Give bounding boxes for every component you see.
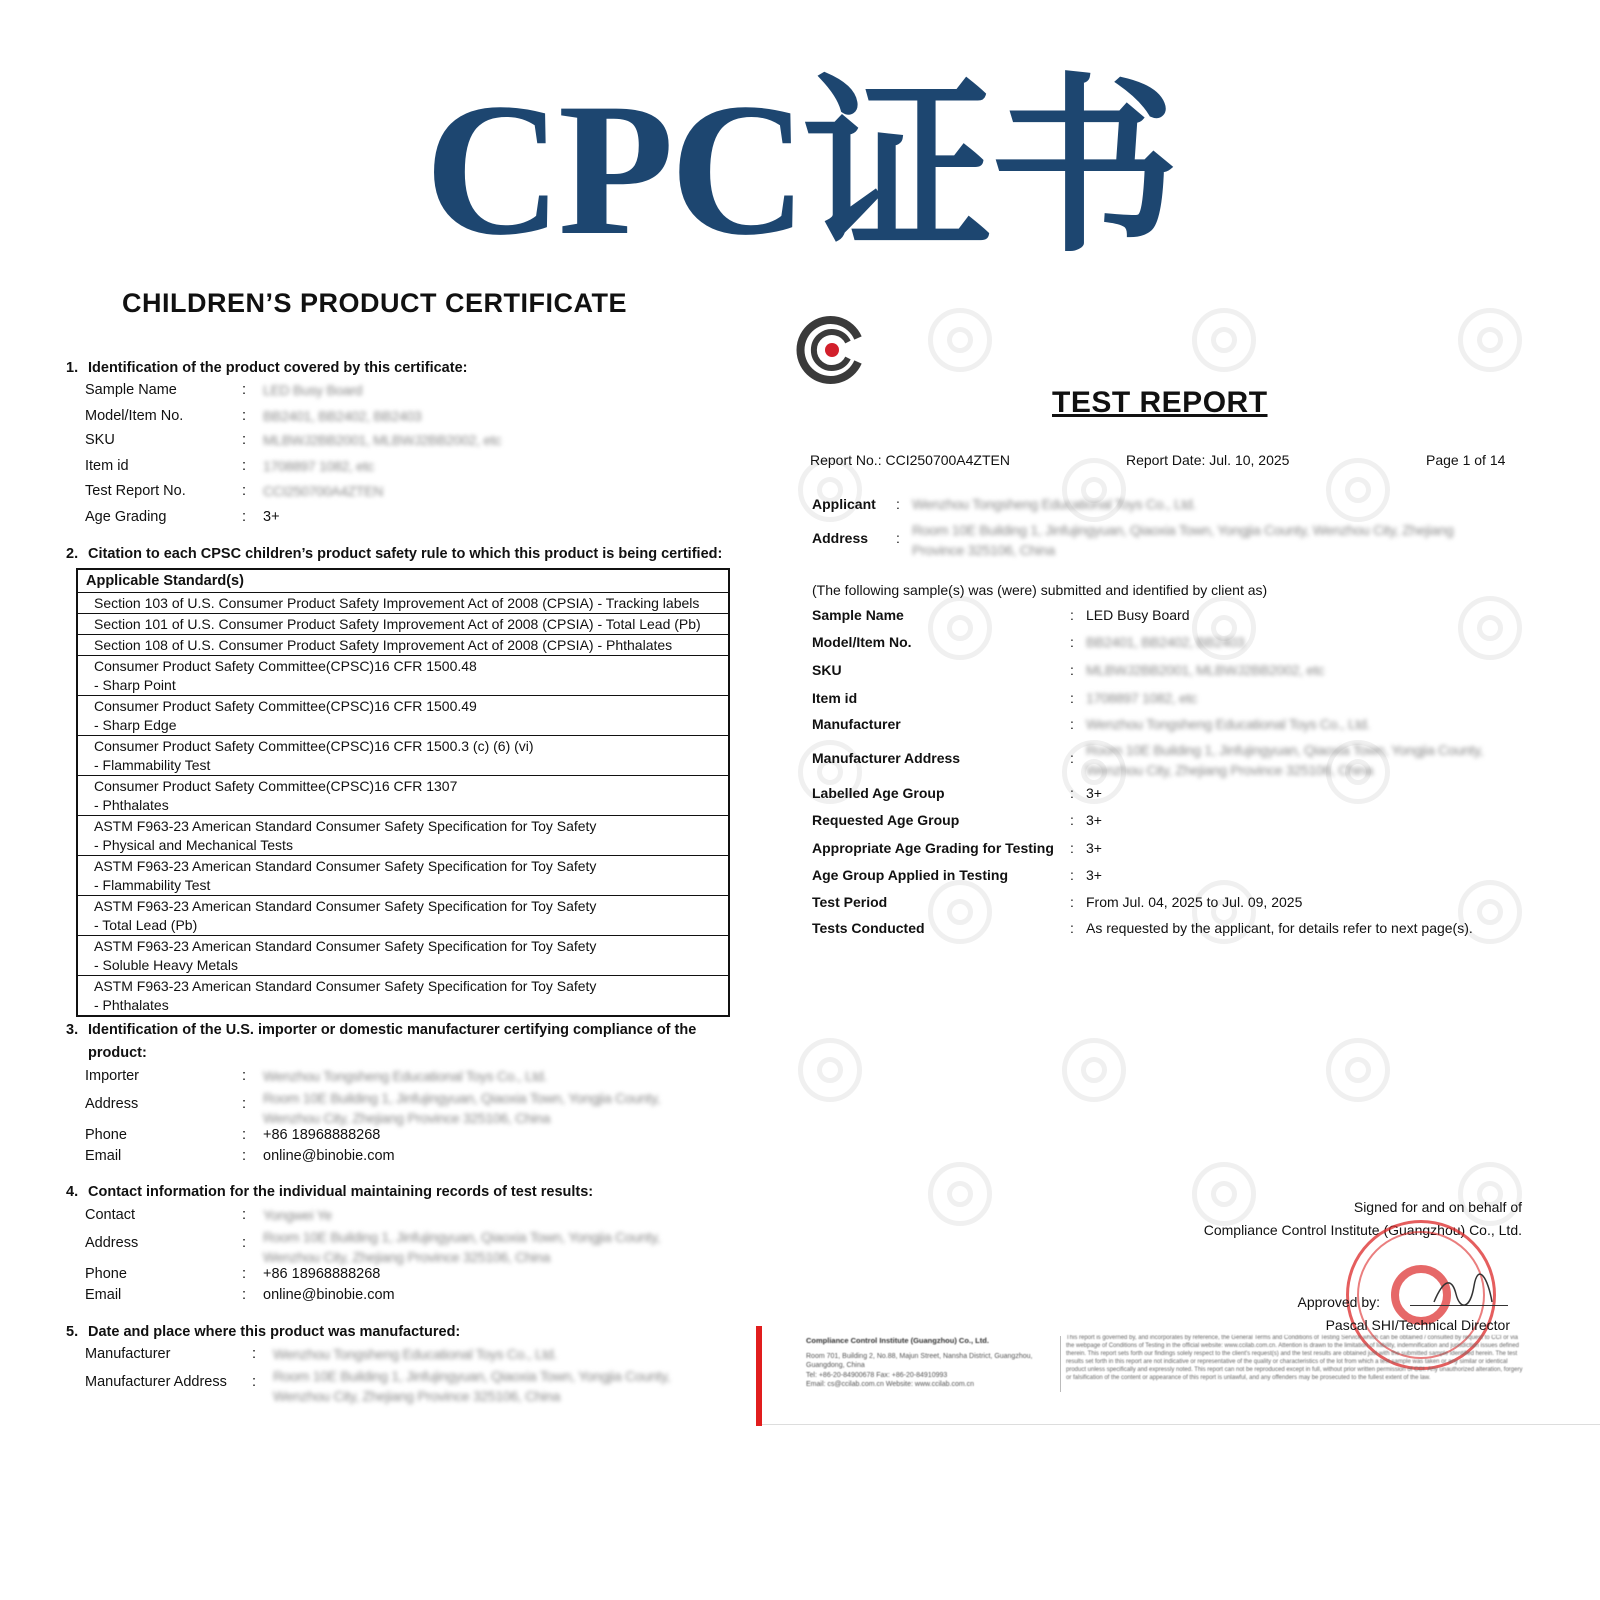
cci-logo-icon [796, 314, 868, 386]
standard-row: ASTM F963-23 American Standard Consumer Safety Specification for Toy Safety - Total Lead (Pb) [78, 896, 728, 936]
watermark-icon [798, 1038, 862, 1102]
signed-on-behalf: Signed for and on behalf of [1353, 1199, 1522, 1215]
standard-row: Consumer Product Safety Committee(CPSC)16 CFR 1500.3 (c) (6) (vi) - Flammability Test [78, 736, 728, 776]
standard-row: Section 101 of U.S. Consumer Product Safety Improvement Act of 2008 (CPSIA) - Total Lead (Pb) [78, 614, 728, 635]
signature-line [1410, 1305, 1508, 1306]
section-5-heading: 5. Date and place where this product was manufactured: [66, 1324, 461, 1340]
report-date: Report Date: Jul. 10, 2025 [1126, 452, 1290, 468]
report-number: Report No.: CCI250700A4ZTEN [810, 452, 1010, 468]
watermark-icon [1192, 308, 1256, 372]
footer-company-info: Compliance Control Institute (Guangzhou) Co., Ltd. Room 701, Building 2, No.88, Majun Street, Nansha District, Guangzhou, Guangdong, China Tel: +86-20-84900678 Fax: +86-20-84910993 Email: cs@ccilab.com.cn Website: www.ccilab.com.cn [806, 1336, 1033, 1388]
standard-row: ASTM F963-23 American Standard Consumer Safety Specification for Toy Safety - Physical and Mechanical Tests [78, 816, 728, 856]
signature-icon [1430, 1272, 1500, 1312]
standard-row: Consumer Product Safety Committee(CPSC)16 CFR 1500.48 - Sharp Point [78, 656, 728, 696]
watermark-icon [1458, 596, 1522, 660]
watermark-icon [1458, 308, 1522, 372]
watermark-icon [1326, 1038, 1390, 1102]
report-page: Page 1 of 14 [1426, 452, 1506, 468]
section-2-heading: 2. Citation to each CPSC children’s product safety rule to which this product is being certified: [66, 546, 723, 562]
watermark-icon [1458, 1162, 1522, 1226]
banner-title: CPC证书 [424, 65, 1176, 275]
section-3-heading-cont: product: [88, 1045, 147, 1061]
watermark-icon [928, 596, 992, 660]
section-4-heading: 4. Contact information for the individual maintaining records of test results: [66, 1184, 594, 1200]
standard-row: Section 108 of U.S. Consumer Product Safety Improvement Act of 2008 (CPSIA) - Phthalates [78, 635, 728, 656]
watermark-icon [1192, 1162, 1256, 1226]
accent-bar [756, 1326, 762, 1426]
watermark-icon [1192, 596, 1256, 660]
standard-row: Consumer Product Safety Committee(CPSC)16 CFR 1307 - Phthalates [78, 776, 728, 816]
signing-company: Compliance Control Institute (Guangzhou) Co., Ltd. [1203, 1222, 1522, 1238]
standard-row: Consumer Product Safety Committee(CPSC)16 CFR 1500.49 - Sharp Edge [78, 696, 728, 736]
footer-vertical-divider [1060, 1336, 1061, 1392]
cpc-title: CHILDREN’S PRODUCT CERTIFICATE [122, 288, 627, 318]
test-report-document: TEST REPORT Report No.: CCI250700A4ZTEN Report Date: Jul. 10, 2025 Page 1 of 14 Applicant : Wenzhou Tongsheng Educational Toys Co., Ltd. Address : Room 10E Building 1, Jinfujingyuan, Qiaoxia Town, Yongjia County, Wenzhou City, Zhejiang Province 325106, China (The following sample(s) was (were) submitted and identified by client as) Sample Name : LED Busy Board Model/Item No. : BB2401, BB2402, BB2403 SKU : MLBWJ2BB2001, MLBWJ2BB2002, etc Item id : 1708897 1082, etc Manufacturer : Wenzhou Tongsheng Educational Toys Co., Ltd. Manufacturer Address : Room 10E Building 1, Jinfujingyuan, Qiaoxia Town, Yongjia County, Wenzhou City, Zhejiang Province 325106, China Labelled Age Group : 3+ Requested Age Group : 3+ Appropriate Age Grading for Testing : 3+ Age Group Applied in Testing : 3+ Test Period : From Jul. 04, 2025 to Jul. 09, 2025 Tests Conducted : As requested by the applicant, for details refer to next page(s). Signed for and on behalf of Compliance Control Institute (Guangzhou) Co., Ltd. Approved by: Pascal SHI/Technical Director [790, 300, 1580, 1430]
standard-row: ASTM F963-23 American Standard Consumer Safety Specification for Toy Safety - Soluble Heavy Metals [78, 936, 728, 976]
watermark-icon [928, 308, 992, 372]
approved-by: Approved by: [1297, 1294, 1380, 1310]
watermark-icon [928, 1162, 992, 1226]
signer-name: Pascal SHI/Technical Director [1325, 1317, 1510, 1333]
footer-terms: This report is governed by, and incorporates by reference, the General Terms and Conditions of Testing Service which can be obtained / consulted by request to CCI or via the webpage of Conditions of Testing in the official website: www.ccilab.com.cn. Attention is drawn to the limitation of liability, indemnification and jurisdiction issues defined therein. This report sets forth our findings solely respect to the client's request(s) and the test results are obtained just with the submitted sample identified herein. The test results set forth in this report are not indicative or representative of the quality or characteristics of the lot from which a test sample was taken or any similar or identical product unless specifically and expressly noted. This report can not be reproduced except in full, without prior written permission of CCI. Any unauthorized alteration, forgery or falsification of the content or appearance of this report is unlawful, and any offenders may be prosecuted to the fullest extent of the law. [1066, 1335, 1523, 1381]
standards-table [76, 568, 730, 1017]
section-3-heading: 3. Identification of the U.S. importer or domestic manufacturer certifying compliance of the [66, 1022, 697, 1038]
sample-note: (The following sample(s) was (were) submitted and identified by client as) [812, 582, 1268, 598]
standard-row: Section 103 of U.S. Consumer Product Safety Improvement Act of 2008 (CPSIA) - Tracking labels [78, 593, 728, 614]
standards-header: Applicable Standard(s) [78, 570, 728, 593]
standard-row: ASTM F963-23 American Standard Consumer Safety Specification for Toy Safety - Phthalates [94, 978, 597, 1013]
report-title: TEST REPORT [1052, 386, 1268, 419]
watermark-icon [1326, 458, 1390, 522]
standard-row: ASTM F963-23 American Standard Consumer Safety Specification for Toy Safety - Flammability Test [78, 856, 728, 896]
section-1-heading: 1. Identification of the product covered by this certificate: [66, 360, 468, 376]
watermark-icon [1062, 458, 1126, 522]
footer-divider [762, 1424, 1600, 1425]
watermark-icon [928, 880, 992, 944]
watermark-icon [1062, 1038, 1126, 1102]
